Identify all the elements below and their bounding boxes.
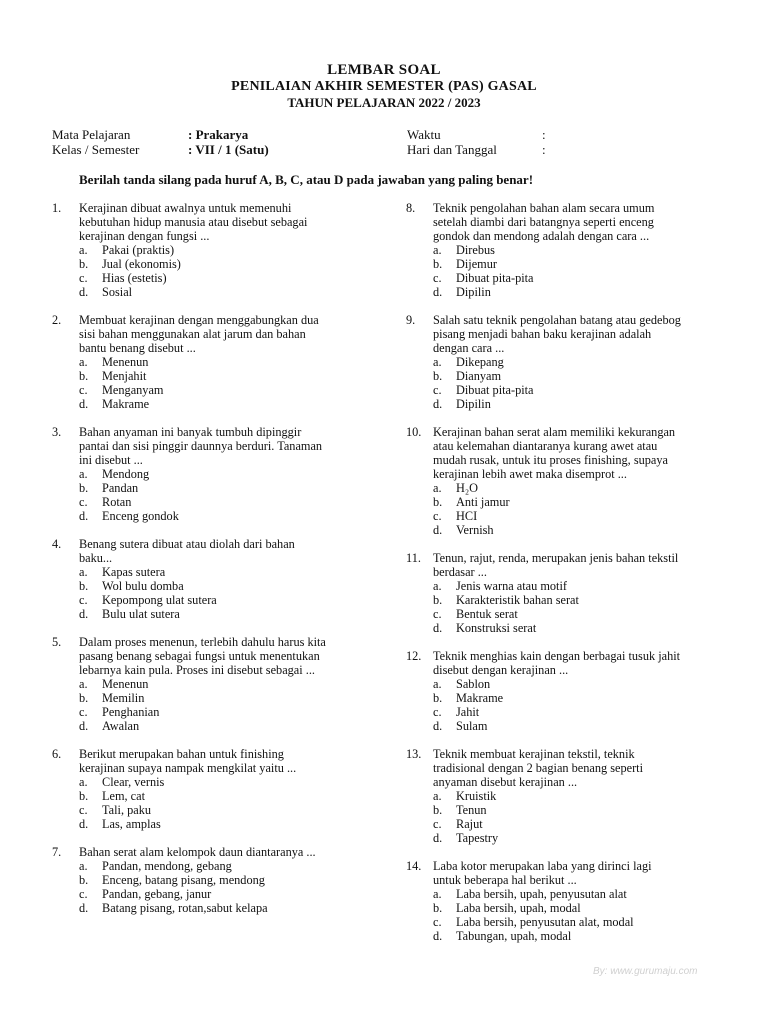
question-head	[406, 313, 726, 355]
option-text: Kapas sutera	[102, 565, 166, 579]
subject-label: Mata Pelajaran	[52, 127, 131, 142]
option-letter: a.	[433, 243, 442, 257]
question-number: 9.	[406, 313, 416, 327]
option-letter: c.	[79, 593, 88, 607]
question-number: 13.	[406, 747, 422, 761]
question-number: 7.	[52, 845, 62, 859]
date-value: :	[542, 142, 546, 157]
question-number: 12.	[406, 649, 422, 663]
answer-option	[406, 803, 726, 817]
question	[406, 201, 726, 299]
answer-option	[52, 481, 372, 495]
question-text: Membuat kerajinan dengan menggabungkan dua sisi bahan menggunakan alat jarum dan bahan bantu benang disebut ...	[79, 313, 319, 355]
answer-option	[406, 257, 726, 271]
answer-option	[52, 243, 372, 257]
option-text: Las, amplas	[102, 817, 161, 831]
option-letter: c.	[433, 509, 442, 523]
answer-option	[406, 887, 726, 901]
subject-value: : Prakarya	[188, 127, 249, 142]
option-letter: a.	[433, 677, 442, 691]
question-number: 2.	[52, 313, 62, 327]
option-letter: a.	[433, 789, 442, 803]
answer-option	[406, 621, 726, 635]
option-letter: c.	[79, 887, 88, 901]
option-letter: d.	[79, 607, 89, 621]
question-text: Berikut merupakan bahan untuk finishing kerajinan supaya nampak mengkilat yaitu ...	[79, 747, 297, 775]
option-letter: b.	[433, 593, 443, 607]
option-text: Pandan, gebang, janur	[102, 887, 212, 901]
option-letter: a.	[79, 355, 88, 369]
answer-option	[406, 271, 726, 285]
question-head	[52, 635, 372, 677]
option-letter: b.	[79, 873, 89, 887]
question-text: Laba kotor merupakan laba yang dirinci lagi untuk beberapa hal berikut ...	[433, 859, 652, 887]
answer-option	[406, 285, 726, 299]
option-text: Direbus	[456, 243, 495, 257]
option-letter: a.	[79, 243, 88, 257]
option-letter: d.	[79, 901, 89, 915]
answer-option	[52, 789, 372, 803]
option-letter: a.	[433, 579, 442, 593]
answer-option	[406, 719, 726, 733]
option-letter: d.	[433, 397, 443, 411]
option-letter: d.	[433, 523, 443, 537]
question	[406, 551, 726, 635]
question-head	[406, 649, 726, 677]
question-text: Benang sutera dibuat atau diolah dari bahan baku...	[79, 537, 295, 565]
option-letter: d.	[79, 817, 89, 831]
answer-option	[406, 523, 726, 537]
option-text: Lem, cat	[102, 789, 146, 803]
question	[406, 747, 726, 845]
answer-option	[406, 817, 726, 831]
option-text: Penghanian	[102, 705, 160, 719]
question-head	[52, 537, 372, 565]
question-number: 3.	[52, 425, 62, 439]
question-text: Salah satu teknik pengolahan batang atau gedebog pisang menjadi bahan baku kerajinan adalah dengan cara ...	[433, 313, 681, 355]
option-text: Pandan, mendong, gebang	[102, 859, 232, 873]
answer-option	[406, 481, 726, 495]
time-value: :	[542, 127, 546, 142]
option-text: Bulu ulat sutera	[102, 607, 180, 621]
answer-option	[52, 705, 372, 719]
question-text: Tenun, rajut, renda, merupakan jenis bahan tekstil berdasar ...	[433, 551, 679, 579]
option-letter: c.	[433, 383, 442, 397]
question-number: 11.	[406, 551, 421, 565]
option-letter: b.	[79, 481, 89, 495]
answer-option	[52, 859, 372, 873]
question-head	[406, 747, 726, 789]
option-letter: a.	[433, 887, 442, 901]
class-value: : VII / 1 (Satu)	[188, 142, 269, 157]
question	[52, 201, 372, 299]
option-letter: c.	[433, 607, 442, 621]
question-number: 14.	[406, 859, 422, 873]
option-letter: d.	[433, 831, 443, 845]
option-text: Menjahit	[102, 369, 147, 383]
answer-option	[52, 467, 372, 481]
option-text: H₂O	[456, 481, 479, 495]
option-text: Kepompong ulat sutera	[102, 593, 217, 607]
option-text: Awalan	[102, 719, 140, 733]
answer-option	[52, 593, 372, 607]
question	[406, 649, 726, 733]
option-text: Batang pisang, rotan,sabut kelapa	[102, 901, 268, 915]
question-head	[52, 313, 372, 355]
answer-option	[52, 873, 372, 887]
option-letter: a.	[79, 677, 88, 691]
option-text: Pakai (praktis)	[102, 243, 175, 257]
question-number: 5.	[52, 635, 62, 649]
option-letter: d.	[433, 285, 443, 299]
option-letter: a.	[79, 565, 88, 579]
option-text: Dianyam	[456, 369, 502, 383]
question	[52, 425, 372, 523]
answer-option	[52, 775, 372, 789]
answer-option	[406, 677, 726, 691]
question-number: 8.	[406, 201, 416, 215]
answer-option	[52, 285, 372, 299]
option-letter: d.	[433, 621, 443, 635]
answer-option	[52, 369, 372, 383]
option-text: Wol bulu domba	[102, 579, 184, 593]
question-number: 4.	[52, 537, 62, 551]
question-head	[406, 201, 726, 243]
option-letter: d.	[79, 719, 89, 733]
option-text: Dipilin	[456, 397, 491, 411]
option-text: Enceng gondok	[102, 509, 179, 523]
option-letter: c.	[433, 271, 442, 285]
option-text: Jual (ekonomis)	[102, 257, 181, 271]
question-head	[52, 845, 372, 859]
option-letter: b.	[433, 369, 443, 383]
answer-option	[52, 607, 372, 621]
option-text: Vernish	[456, 523, 494, 537]
option-letter: b.	[79, 789, 89, 803]
question-text: Kerajinan bahan serat alam memiliki kekurangan atau kelemahan diantaranya kurang awet atau mudah rusak, untuk itu proses finishing, supaya kerajinan lebih awet maka disemprot ...	[433, 425, 676, 481]
question-head	[406, 551, 726, 579]
answer-option	[52, 355, 372, 369]
answer-option	[406, 383, 726, 397]
answer-option	[406, 495, 726, 509]
option-text: Tapestry	[456, 831, 499, 845]
option-text: Menenun	[102, 677, 149, 691]
option-text: Enceng, batang pisang, mendong	[102, 873, 265, 887]
answer-option	[52, 509, 372, 523]
option-letter: c.	[79, 271, 88, 285]
answer-option	[52, 257, 372, 271]
option-letter: c.	[433, 915, 442, 929]
option-text: Clear, vernis	[102, 775, 165, 789]
option-letter: d.	[79, 397, 89, 411]
option-text: Makrame	[102, 397, 150, 411]
option-text: Laba bersih, penyusutan alat, modal	[456, 915, 634, 929]
answer-option	[406, 579, 726, 593]
answer-option	[406, 789, 726, 803]
option-letter: a.	[433, 481, 442, 495]
option-letter: c.	[79, 495, 88, 509]
questions-right-column	[406, 201, 726, 957]
question-head	[406, 425, 726, 481]
option-text: Mendong	[102, 467, 150, 481]
question-number: 10.	[406, 425, 422, 439]
exam-title: PENILAIAN AKHIR SEMESTER (PAS) GASAL	[231, 79, 537, 94]
answer-option	[406, 355, 726, 369]
option-letter: a.	[79, 775, 88, 789]
answer-option	[52, 887, 372, 901]
option-text: Konstruksi serat	[456, 621, 537, 635]
option-text: Dipilin	[456, 285, 491, 299]
option-text: Kruistik	[456, 789, 497, 803]
question-text: Teknik menghias kain dengan berbagai tusuk jahit disebut dengan kerajinan ...	[433, 649, 681, 677]
question-head	[52, 201, 372, 243]
option-text: Dijemur	[456, 257, 497, 271]
option-letter: b.	[79, 691, 89, 705]
option-text: Rajut	[456, 817, 483, 831]
answer-option	[406, 901, 726, 915]
option-text: HCI	[456, 509, 478, 523]
date-label: Hari dan Tanggal	[407, 142, 497, 157]
option-text: Tali, paku	[102, 803, 151, 817]
answer-option	[52, 817, 372, 831]
question-text: Teknik membuat kerajinan tekstil, teknik tradisional dengan 2 bagian benang seperti anyaman disebut kerajinan ...	[433, 747, 644, 789]
answer-option	[406, 929, 726, 943]
question	[52, 313, 372, 411]
question-text: Bahan anyaman ini banyak tumbuh dipinggir pantai dan sisi pinggir daunnya berduri. Tanaman ini disebut ...	[79, 425, 323, 467]
option-text: Bentuk serat	[456, 607, 518, 621]
questions-left-column	[52, 201, 372, 929]
option-text: Jahit	[456, 705, 480, 719]
question	[406, 313, 726, 411]
option-text: Laba bersih, upah, penyusutan alat	[456, 887, 627, 901]
question	[406, 859, 726, 943]
question-text: Kerajinan dibuat awalnya untuk memenuhi kebutuhan hidup manusia atau disebut sebagai kerajinan dengan fungsi ...	[79, 201, 308, 243]
question-number: 6.	[52, 747, 62, 761]
option-letter: b.	[433, 901, 443, 915]
answer-option	[406, 593, 726, 607]
option-text: Hias (estetis)	[102, 271, 167, 285]
option-letter: b.	[79, 579, 89, 593]
option-text: Jenis warna atau motif	[456, 579, 567, 593]
question-text: Teknik pengolahan bahan alam secara umum setelah diambi dari batangnya seperti enceng gondok dan mendong adalah dengan cara ...	[433, 201, 655, 243]
option-letter: a.	[79, 467, 88, 481]
option-letter: c.	[79, 705, 88, 719]
answer-option	[52, 271, 372, 285]
answer-option	[406, 691, 726, 705]
option-letter: d.	[433, 719, 443, 733]
question-text: Bahan serat alam kelompok daun diantaranya ...	[79, 845, 316, 859]
option-text: Sulam	[456, 719, 488, 733]
option-text: Dikepang	[456, 355, 504, 369]
answer-option	[52, 579, 372, 593]
answer-option	[52, 719, 372, 733]
answer-option	[52, 901, 372, 915]
answer-option	[52, 677, 372, 691]
option-letter: c.	[433, 705, 442, 719]
question	[52, 635, 372, 733]
answer-option	[52, 691, 372, 705]
answer-option	[406, 243, 726, 257]
option-letter: b.	[79, 257, 89, 271]
option-letter: b.	[433, 803, 443, 817]
question	[52, 747, 372, 831]
option-text: Karakteristik bahan serat	[456, 593, 579, 607]
academic-year: TAHUN PELAJARAN 2022 / 2023	[287, 95, 481, 110]
option-text: Makrame	[456, 691, 504, 705]
option-letter: a.	[79, 859, 88, 873]
question-head	[52, 747, 372, 775]
option-letter: c.	[433, 817, 442, 831]
option-text: Tenun	[456, 803, 487, 817]
time-label: Waktu	[407, 127, 441, 142]
option-letter: b.	[433, 495, 443, 509]
answer-option	[52, 803, 372, 817]
answer-option	[406, 607, 726, 621]
question	[52, 845, 372, 915]
answer-option	[406, 397, 726, 411]
instruction: Berilah tanda silang pada huruf A, B, C, atau D pada jawaban yang paling benar!	[79, 172, 534, 187]
answer-option	[406, 369, 726, 383]
question-head	[406, 859, 726, 887]
option-text: Anti jamur	[456, 495, 510, 509]
answer-option	[406, 915, 726, 929]
answer-option	[406, 831, 726, 845]
option-letter: d.	[433, 929, 443, 943]
option-letter: b.	[433, 257, 443, 271]
option-letter: a.	[433, 355, 442, 369]
option-letter: d.	[79, 285, 89, 299]
option-text: Rotan	[102, 495, 132, 509]
question-text: Dalam proses menenun, terlebih dahulu harus kita pasang benang sebagai fungsi untuk menentukan lebarnya kain pula. Proses ini disebut sebagai ...	[79, 635, 326, 677]
option-letter: b.	[433, 691, 443, 705]
answer-option	[52, 565, 372, 579]
question	[406, 425, 726, 537]
answer-option	[52, 383, 372, 397]
question	[52, 537, 372, 621]
option-text: Dibuat pita-pita	[456, 383, 534, 397]
answer-option	[52, 397, 372, 411]
option-letter: d.	[79, 509, 89, 523]
option-text: Memilin	[102, 691, 145, 705]
option-text: Laba bersih, upah, modal	[456, 901, 581, 915]
answer-option	[406, 705, 726, 719]
watermark: By: www.gurumaju.com	[593, 966, 698, 977]
option-text: Menganyam	[102, 383, 164, 397]
option-letter: c.	[79, 803, 88, 817]
option-letter: b.	[79, 369, 89, 383]
answer-option	[52, 495, 372, 509]
option-text: Pandan	[102, 481, 139, 495]
option-text: Tabungan, upah, modal	[456, 929, 572, 943]
option-text: Menenun	[102, 355, 149, 369]
option-letter: c.	[79, 383, 88, 397]
option-text: Sablon	[456, 677, 491, 691]
answer-option	[406, 509, 726, 523]
option-text: Sosial	[102, 285, 133, 299]
class-label: Kelas / Semester	[52, 142, 140, 157]
option-text: Dibuat pita-pita	[456, 271, 534, 285]
question-number: 1.	[52, 201, 62, 215]
question-head	[52, 425, 372, 467]
sheet-title: LEMBAR SOAL	[327, 62, 441, 78]
